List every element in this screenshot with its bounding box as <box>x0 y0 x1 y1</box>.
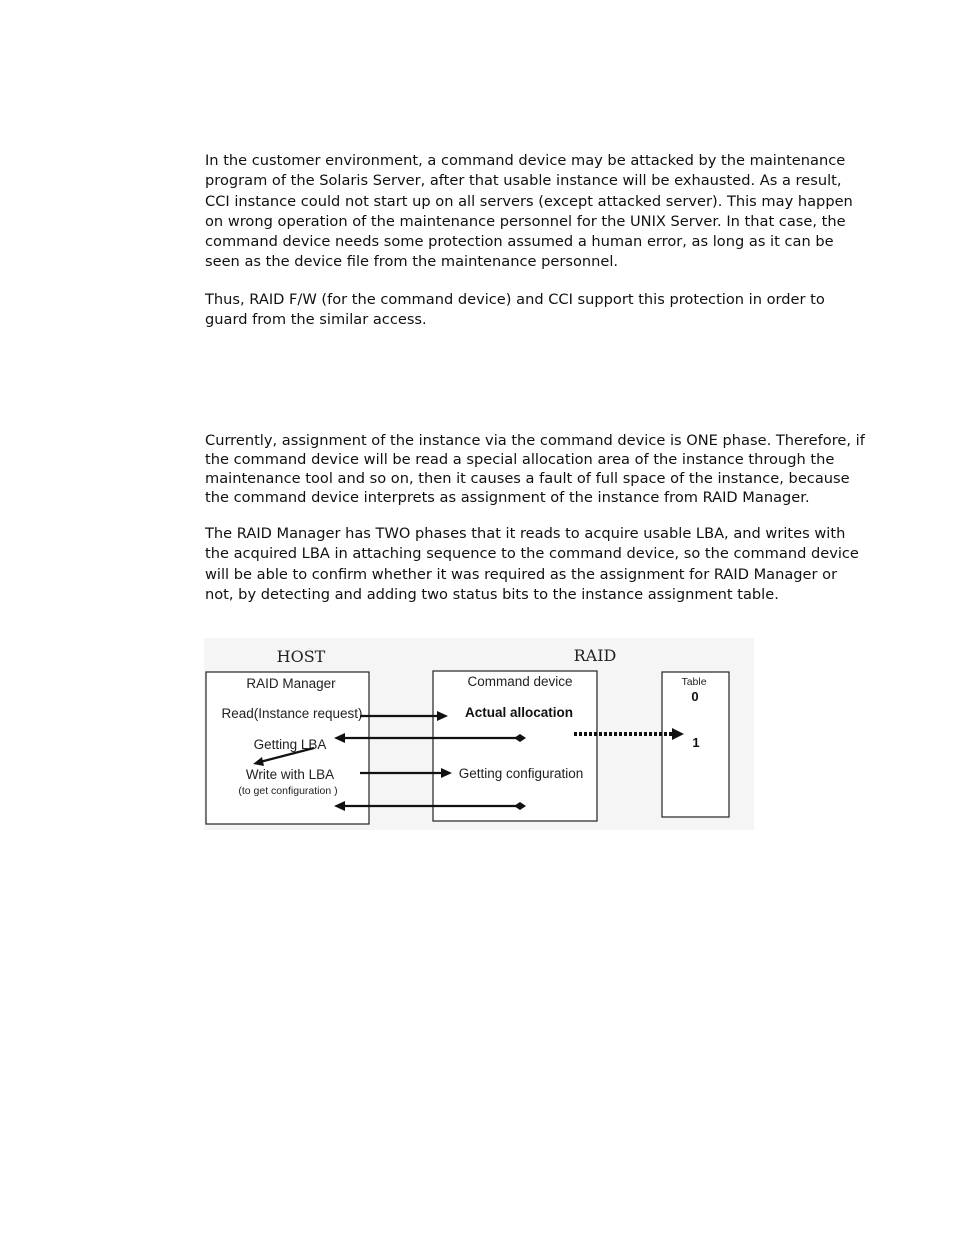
command-device-box <box>433 671 597 821</box>
host-read-label: Read(Instance request) <box>221 706 363 721</box>
table-value-0: 0 <box>691 689 699 704</box>
paragraph-1: In the customer environment, a command device may be attacked by the maintenance program of the Solaris Server, after that usable instance will be exhausted. As a result, CCI instance could not start up on all servers (except attacked server). This may happen on wrong operation of the maintenance personnel for the UNIX Server. In that case, the command device needs some protection assumed a human error, as long as it can be seen as the device file from the maintenance personnel. <box>205 152 853 271</box>
raid-manager-diagram <box>204 638 754 830</box>
actual-allocation-label: Actual allocation <box>464 705 574 720</box>
host-box-title: RAID Manager <box>246 676 336 691</box>
table-title: Table <box>681 676 707 688</box>
raid-label: RAID <box>573 646 617 665</box>
host-label: HOST <box>276 647 326 666</box>
paragraph-2: Thus, RAID F/W (for the command device) and CCI support this protection in order to guard from the similar access. <box>205 291 825 329</box>
host-getting-lba-label: Getting LBA <box>253 737 327 752</box>
table-value-1: 1 <box>692 735 700 750</box>
command-device-title: Command device <box>467 674 573 689</box>
getting-configuration-label: Getting configuration <box>458 766 584 781</box>
host-write-label: Write with LBA <box>245 767 335 782</box>
paragraph-3: Currently, assignment of the instance via the command device is ONE phase. Therefore, if the command device will be read a special allocation area of the instance through the maintenance tool and so on, then it causes a fault of full space of the instance, because the command device interprets as assignment of the instance from RAID Manager. <box>205 432 865 506</box>
paragraph-4: The RAID Manager has TWO phases that it reads to acquire usable LBA, and writes with the acquired LBA in attaching sequence to the command device, so the command device will be able to confirm whether it was required as the assignment for RAID Manager or not, by detecting and adding two status bits to the instance assignment table. <box>205 525 859 603</box>
host-write-note: (to get configuration ) <box>238 785 338 797</box>
